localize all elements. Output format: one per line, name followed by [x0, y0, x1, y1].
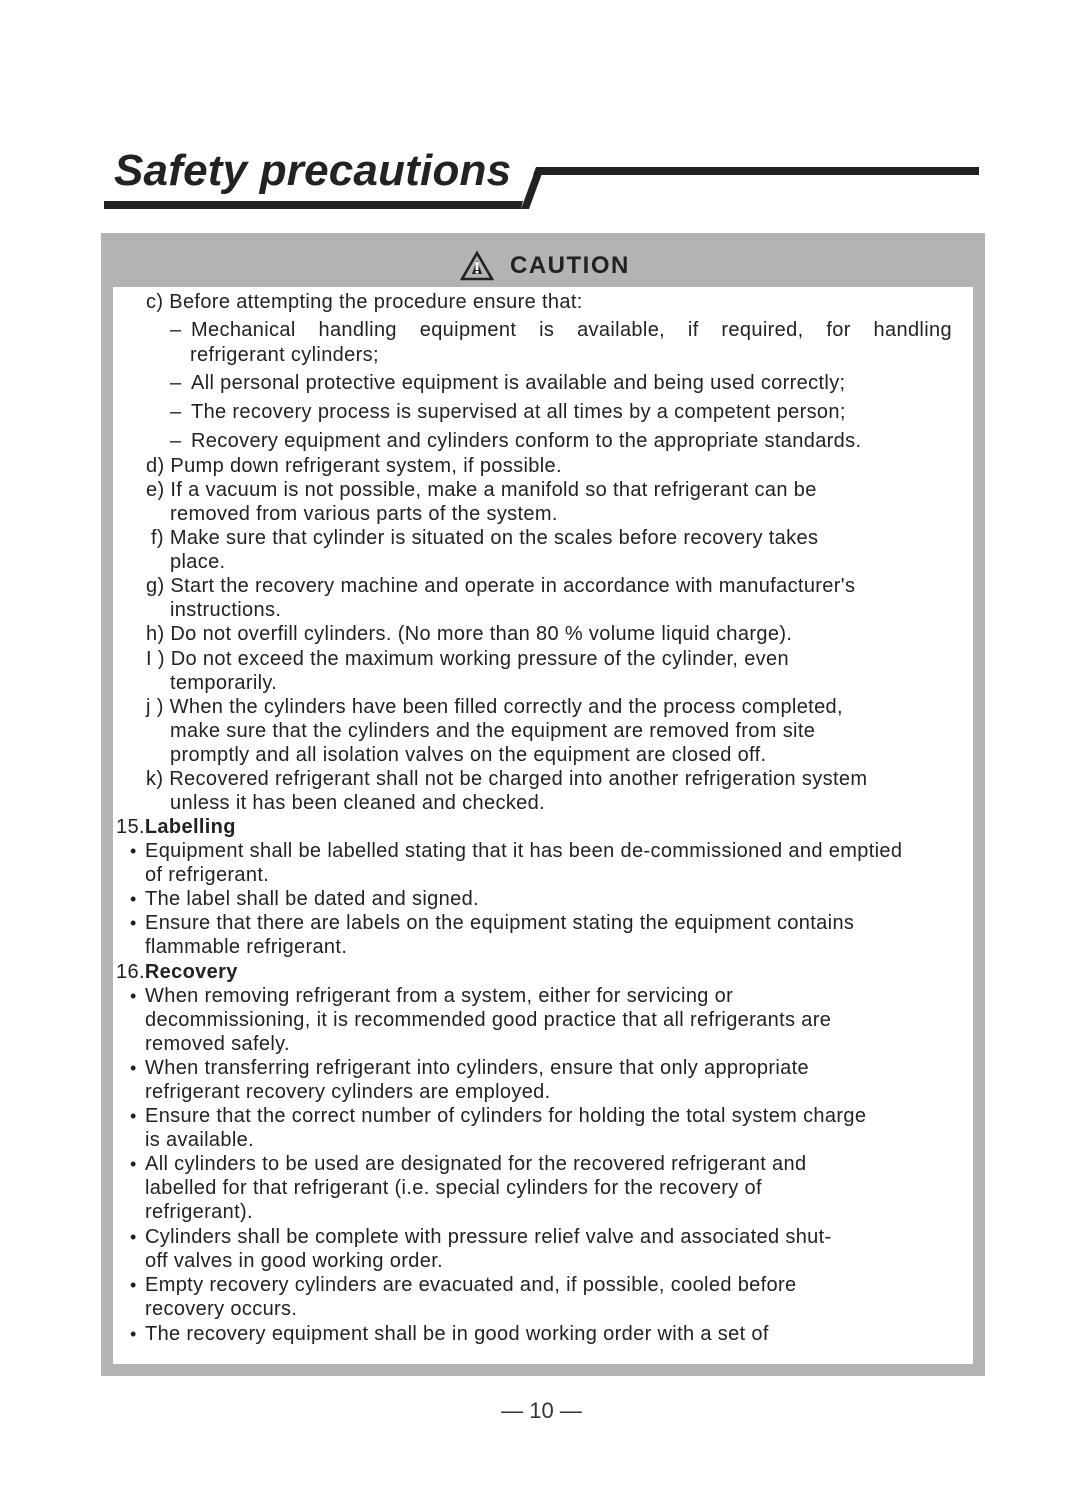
- step-c-line: c) Before attempting the procedure ensure that:: [146, 291, 583, 313]
- section-number: 16.: [116, 961, 145, 983]
- bullet-line: of refrigerant.: [145, 864, 270, 886]
- sub-item-line: Recovery equipment and cylinders conform to the appropriate standards.: [191, 430, 862, 452]
- step-e-line: e) If a vacuum is not possible, make a manifold so that refrigerant can be: [146, 479, 817, 501]
- step-f-line: place.: [170, 551, 226, 573]
- bullet-icon: •: [130, 1324, 137, 1344]
- bullet-line: off valves in good working order.: [145, 1250, 444, 1272]
- sub-item-dash: –: [170, 372, 182, 394]
- sub-item-dash: –: [170, 430, 182, 452]
- bullet-line: decommissioning, it is recommended good practice that all refrigerants are: [145, 1009, 832, 1031]
- step-h-line: h) Do not overfill cylinders. (No more than 80 % volume liquid charge).: [146, 623, 793, 645]
- step-i-line: temporarily.: [170, 672, 278, 694]
- step-k-line: k) Recovered refrigerant shall not be charged into another refrigeration system: [146, 768, 868, 790]
- bullet-line: All cylinders to be used are designated for the recovered refrigerant and: [145, 1153, 807, 1175]
- step-d-line: d) Pump down refrigerant system, if possible.: [146, 455, 562, 477]
- word: available,: [577, 319, 666, 341]
- bullet-line: When transferring refrigerant into cylinders, ensure that only appropriate: [145, 1057, 810, 1079]
- word: handling: [873, 319, 952, 341]
- bullet-icon: •: [130, 986, 137, 1006]
- step-k-line: unless it has been cleaned and checked.: [170, 792, 546, 814]
- step-e-line: removed from various parts of the system.: [170, 503, 558, 525]
- word: is: [539, 319, 555, 341]
- bullet-line: labelled for that refrigerant (i.e. special cylinders for the recovery of: [145, 1177, 762, 1199]
- bullet-line: removed safely.: [145, 1033, 290, 1055]
- bullet-line: Equipment shall be labelled stating that it has been de-commissioned and emptied: [145, 840, 903, 862]
- top-rule: [533, 167, 979, 175]
- page-title: Safety precautions: [114, 146, 512, 195]
- step-j-line: make sure that the cylinders and the equipment are removed from site: [170, 720, 816, 742]
- step-i-line: I ) Do not exceed the maximum working pressure of the cylinder, even: [146, 648, 789, 670]
- bullet-icon: •: [130, 841, 137, 861]
- page-number: — 10 —: [501, 1398, 582, 1423]
- step-j-line: j ) When the cylinders have been filled correctly and the process completed,: [146, 696, 843, 718]
- page-number-value: 10: [529, 1398, 554, 1423]
- bullet-icon: •: [130, 889, 137, 909]
- word: for: [826, 319, 851, 341]
- step-g-line: instructions.: [170, 599, 282, 621]
- bullet-line: Ensure that the correct number of cylinders for holding the total system charge: [145, 1105, 867, 1127]
- bullet-line: Ensure that there are labels on the equipment stating the equipment contains: [145, 912, 855, 934]
- word: if: [687, 319, 699, 341]
- sub-item-line: refrigerant cylinders;: [190, 344, 379, 366]
- sub-item-line: All personal protective equipment is available and being used correctly;: [191, 372, 846, 394]
- section-title: Labelling: [144, 816, 236, 838]
- bullet-line: refrigerant recovery cylinders are employed.: [145, 1081, 551, 1103]
- bullet-icon: •: [130, 1154, 137, 1174]
- bullet-icon: •: [130, 913, 137, 933]
- word: required,: [721, 319, 804, 341]
- sub-item-dash: –: [170, 401, 182, 423]
- bullet-line: is available.: [145, 1129, 255, 1151]
- bullet-icon: •: [130, 1106, 137, 1126]
- bullet-line: When removing refrigerant from a system, either for servicing or: [145, 985, 734, 1007]
- word: Mechanical: [191, 319, 296, 341]
- bullet-icon: •: [130, 1227, 137, 1247]
- step-g-line: g) Start the recovery machine and operate in accordance with manufacturer's: [146, 575, 856, 597]
- bullet-icon: •: [130, 1275, 137, 1295]
- word: equipment: [419, 319, 517, 341]
- bullet-line: The label shall be dated and signed.: [145, 888, 479, 910]
- step-j-line: promptly and all isolation valves on the equipment are closed off.: [170, 744, 767, 766]
- bullet-icon: •: [130, 1058, 137, 1078]
- sub-item-dash: –: [170, 319, 182, 341]
- bullet-line: Empty recovery cylinders are evacuated and, if possible, cooled before: [145, 1274, 797, 1296]
- section-heading-labelling: [116, 815, 236, 839]
- warning-triangle-icon: [460, 251, 494, 281]
- sub-item-line: The recovery process is supervised at all times by a competent person;: [191, 401, 846, 423]
- step-f-line: f) Make sure that cylinder is situated on the scales before recovery takes: [151, 527, 819, 549]
- section-heading-recovery: [116, 960, 238, 984]
- section-number: 15.: [116, 816, 145, 838]
- caution-heading: [460, 249, 630, 283]
- bullet-line: The recovery equipment shall be in good working order with a set of: [145, 1323, 769, 1345]
- bullet-line: recovery occurs.: [145, 1298, 298, 1320]
- word: handling: [318, 319, 397, 341]
- bullet-line: Cylinders shall be complete with pressure relief valve and associated shut-: [145, 1226, 832, 1248]
- section-title: Recovery: [144, 961, 238, 983]
- bullet-line: refrigerant).: [145, 1201, 253, 1223]
- caution-label: CAUTION: [510, 252, 630, 279]
- bullet-line: flammable refrigerant.: [145, 936, 348, 958]
- sub-item-line: [191, 318, 952, 342]
- title-underline: [104, 201, 523, 209]
